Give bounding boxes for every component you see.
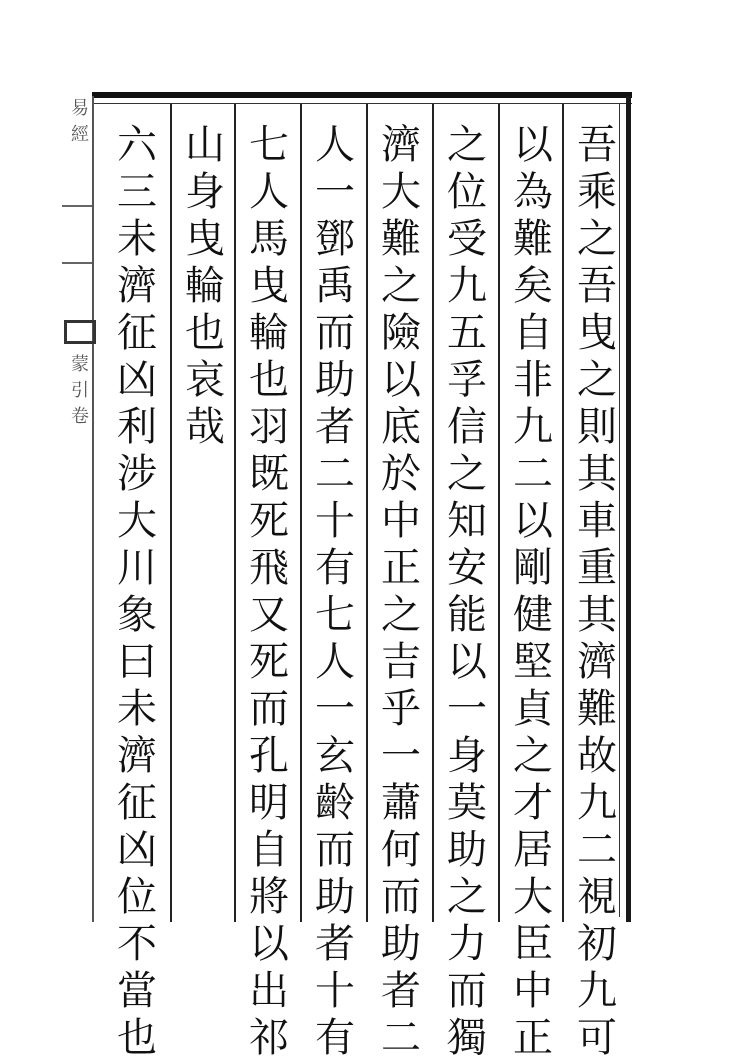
column-character: 身 [447, 733, 487, 779]
column-character: 凶 [117, 827, 157, 873]
column-character: 故 [577, 733, 617, 779]
column-character: 而 [315, 827, 355, 873]
column-character: 以 [447, 639, 487, 685]
column-character: 吉 [381, 639, 421, 685]
column-character: 助 [381, 921, 421, 967]
column-character: 涉 [117, 451, 157, 497]
column-character: 人 [315, 122, 355, 168]
column-character: 其 [577, 592, 617, 638]
column-character: 為 [513, 169, 553, 215]
column-character: 重 [577, 545, 617, 591]
column-character: 大 [513, 874, 553, 920]
column-character: 之 [513, 733, 553, 779]
column-character: 才 [513, 780, 553, 826]
gutter-char: 易 [71, 98, 89, 119]
column-character: 可 [577, 1015, 617, 1061]
column-character: 有 [315, 1015, 355, 1061]
column-character: 九 [513, 404, 553, 450]
text-column-7 [174, 122, 236, 451]
gutter-char: 引 [71, 380, 89, 401]
column-character: 難 [577, 686, 617, 732]
column-character: 二 [381, 1015, 421, 1061]
column-character: 九 [447, 263, 487, 309]
column-character: 禹 [315, 263, 355, 309]
column-character: 之 [381, 592, 421, 638]
column-character: 獨 [447, 1015, 487, 1061]
column-character: 其 [577, 451, 617, 497]
column-character: 十 [315, 498, 355, 544]
column-character: 大 [117, 498, 157, 544]
column-character: 輪 [249, 310, 289, 356]
column-character: 則 [577, 404, 617, 450]
column-character: 位 [117, 874, 157, 920]
column-character: 剛 [513, 545, 553, 591]
column-character: 中 [513, 968, 553, 1014]
column-character: 既 [249, 451, 289, 497]
column-character: 大 [381, 169, 421, 215]
column-character: 吾 [577, 122, 617, 168]
column-rule [498, 104, 500, 922]
text-column-6 [238, 122, 300, 1062]
column-character: 二 [513, 451, 553, 497]
column-character: 知 [447, 498, 487, 544]
column-character: 馬 [249, 216, 289, 262]
column-character: 濟 [381, 122, 421, 168]
column-character: 者 [315, 921, 355, 967]
column-character: 飛 [249, 545, 289, 591]
column-character: 七 [315, 592, 355, 638]
column-character: 險 [381, 310, 421, 356]
column-character: 身 [185, 169, 225, 215]
column-character: 孚 [447, 357, 487, 403]
column-character: 七 [249, 122, 289, 168]
column-character: 而 [249, 686, 289, 732]
column-character: 之 [381, 263, 421, 309]
column-character: 二 [577, 827, 617, 873]
column-character: 之 [447, 122, 487, 168]
column-character: 吾 [577, 263, 617, 309]
column-character: 能 [447, 592, 487, 638]
column-character: 力 [447, 921, 487, 967]
column-character: 難 [513, 216, 553, 262]
column-character: 正 [381, 545, 421, 591]
column-character: 十 [315, 968, 355, 1014]
column-character: 貞 [513, 686, 553, 732]
column-character: 一 [447, 686, 487, 732]
column-character: 明 [249, 780, 289, 826]
column-character: 非 [513, 357, 553, 403]
column-character: 位 [447, 169, 487, 215]
column-character: 者 [381, 968, 421, 1014]
column-character: 哀 [185, 357, 225, 403]
column-character: 者 [315, 404, 355, 450]
column-character: 信 [447, 404, 487, 450]
column-character: 曳 [577, 310, 617, 356]
gutter-char: 經 [71, 124, 89, 145]
column-character: 二 [315, 451, 355, 497]
column-character: 曰 [117, 639, 157, 685]
column-rule [300, 104, 302, 922]
column-character: 六 [117, 122, 157, 168]
column-character: 也 [249, 357, 289, 403]
column-character: 以 [381, 357, 421, 403]
bleed-line [62, 205, 92, 207]
column-character: 三 [117, 169, 157, 215]
column-character: 助 [315, 874, 355, 920]
column-character: 以 [513, 122, 553, 168]
column-character: 蕭 [381, 780, 421, 826]
column-character: 一 [381, 733, 421, 779]
column-character: 鄧 [315, 216, 355, 262]
column-character: 象 [117, 592, 157, 638]
column-character: 有 [315, 545, 355, 591]
text-column-5 [304, 122, 366, 1062]
column-character: 而 [447, 968, 487, 1014]
column-character: 未 [117, 216, 157, 262]
column-character: 一 [315, 686, 355, 732]
column-character: 曳 [249, 263, 289, 309]
column-character: 濟 [577, 639, 617, 685]
column-character: 乎 [381, 686, 421, 732]
column-character: 死 [249, 498, 289, 544]
column-character: 一 [315, 169, 355, 215]
column-character: 齡 [315, 780, 355, 826]
column-character: 濟 [117, 263, 157, 309]
column-character: 輪 [185, 263, 225, 309]
column-character: 自 [249, 827, 289, 873]
column-character: 而 [315, 310, 355, 356]
column-character: 當 [117, 968, 157, 1014]
gutter-char: 卷 [71, 406, 89, 427]
bleed-line [62, 262, 92, 264]
column-character: 臣 [513, 921, 553, 967]
column-character: 助 [447, 827, 487, 873]
column-character: 難 [381, 216, 421, 262]
column-character: 未 [117, 686, 157, 732]
column-character: 凶 [117, 357, 157, 403]
column-character: 之 [447, 451, 487, 497]
column-character: 中 [381, 498, 421, 544]
column-character: 征 [117, 780, 157, 826]
column-character: 車 [577, 498, 617, 544]
column-character: 正 [513, 1015, 553, 1061]
column-character: 以 [249, 921, 289, 967]
column-character: 健 [513, 592, 553, 638]
column-character: 利 [117, 404, 157, 450]
column-character: 人 [315, 639, 355, 685]
column-character: 以 [513, 498, 553, 544]
column-character: 也 [185, 310, 225, 356]
frame-top-inner-line [92, 103, 632, 104]
column-character: 之 [447, 874, 487, 920]
column-character: 曳 [185, 216, 225, 262]
column-character: 於 [381, 451, 421, 497]
text-column-8 [106, 122, 168, 1062]
column-character: 而 [381, 874, 421, 920]
column-character: 居 [513, 827, 553, 873]
column-character: 視 [577, 874, 617, 920]
column-character: 山 [185, 122, 225, 168]
column-character: 死 [249, 639, 289, 685]
column-character: 之 [577, 357, 617, 403]
column-character: 川 [117, 545, 157, 591]
column-character: 初 [577, 921, 617, 967]
column-rule [432, 104, 434, 922]
column-character: 九 [577, 968, 617, 1014]
column-character: 不 [117, 921, 157, 967]
text-column-1 [566, 122, 628, 1062]
column-character: 自 [513, 310, 553, 356]
column-character: 乘 [577, 169, 617, 215]
column-character: 莫 [447, 780, 487, 826]
column-character: 人 [249, 169, 289, 215]
column-character: 之 [577, 216, 617, 262]
column-character: 也 [117, 1015, 157, 1061]
column-character: 羽 [249, 404, 289, 450]
column-character: 底 [381, 404, 421, 450]
column-character: 安 [447, 545, 487, 591]
text-column-3 [436, 122, 498, 1062]
column-character: 征 [117, 310, 157, 356]
gutter-char: 蒙 [71, 354, 89, 375]
text-column-4 [370, 122, 432, 1062]
column-rule [170, 104, 172, 922]
frame-top-border [92, 92, 632, 98]
column-character: 何 [381, 827, 421, 873]
column-character: 濟 [117, 733, 157, 779]
column-character: 又 [249, 592, 289, 638]
page-gutter [60, 98, 100, 938]
column-character: 哉 [185, 404, 225, 450]
column-character: 矣 [513, 263, 553, 309]
text-column-2 [502, 122, 564, 1062]
column-character: 孔 [249, 733, 289, 779]
column-character: 出 [249, 968, 289, 1014]
column-character: 堅 [513, 639, 553, 685]
fishtail-mark [64, 320, 96, 344]
column-character: 受 [447, 216, 487, 262]
column-character: 九 [577, 780, 617, 826]
column-character: 助 [315, 357, 355, 403]
column-character: 祁 [249, 1015, 289, 1061]
column-character: 玄 [315, 733, 355, 779]
column-character: 五 [447, 310, 487, 356]
column-character: 將 [249, 874, 289, 920]
column-rule [366, 104, 368, 922]
